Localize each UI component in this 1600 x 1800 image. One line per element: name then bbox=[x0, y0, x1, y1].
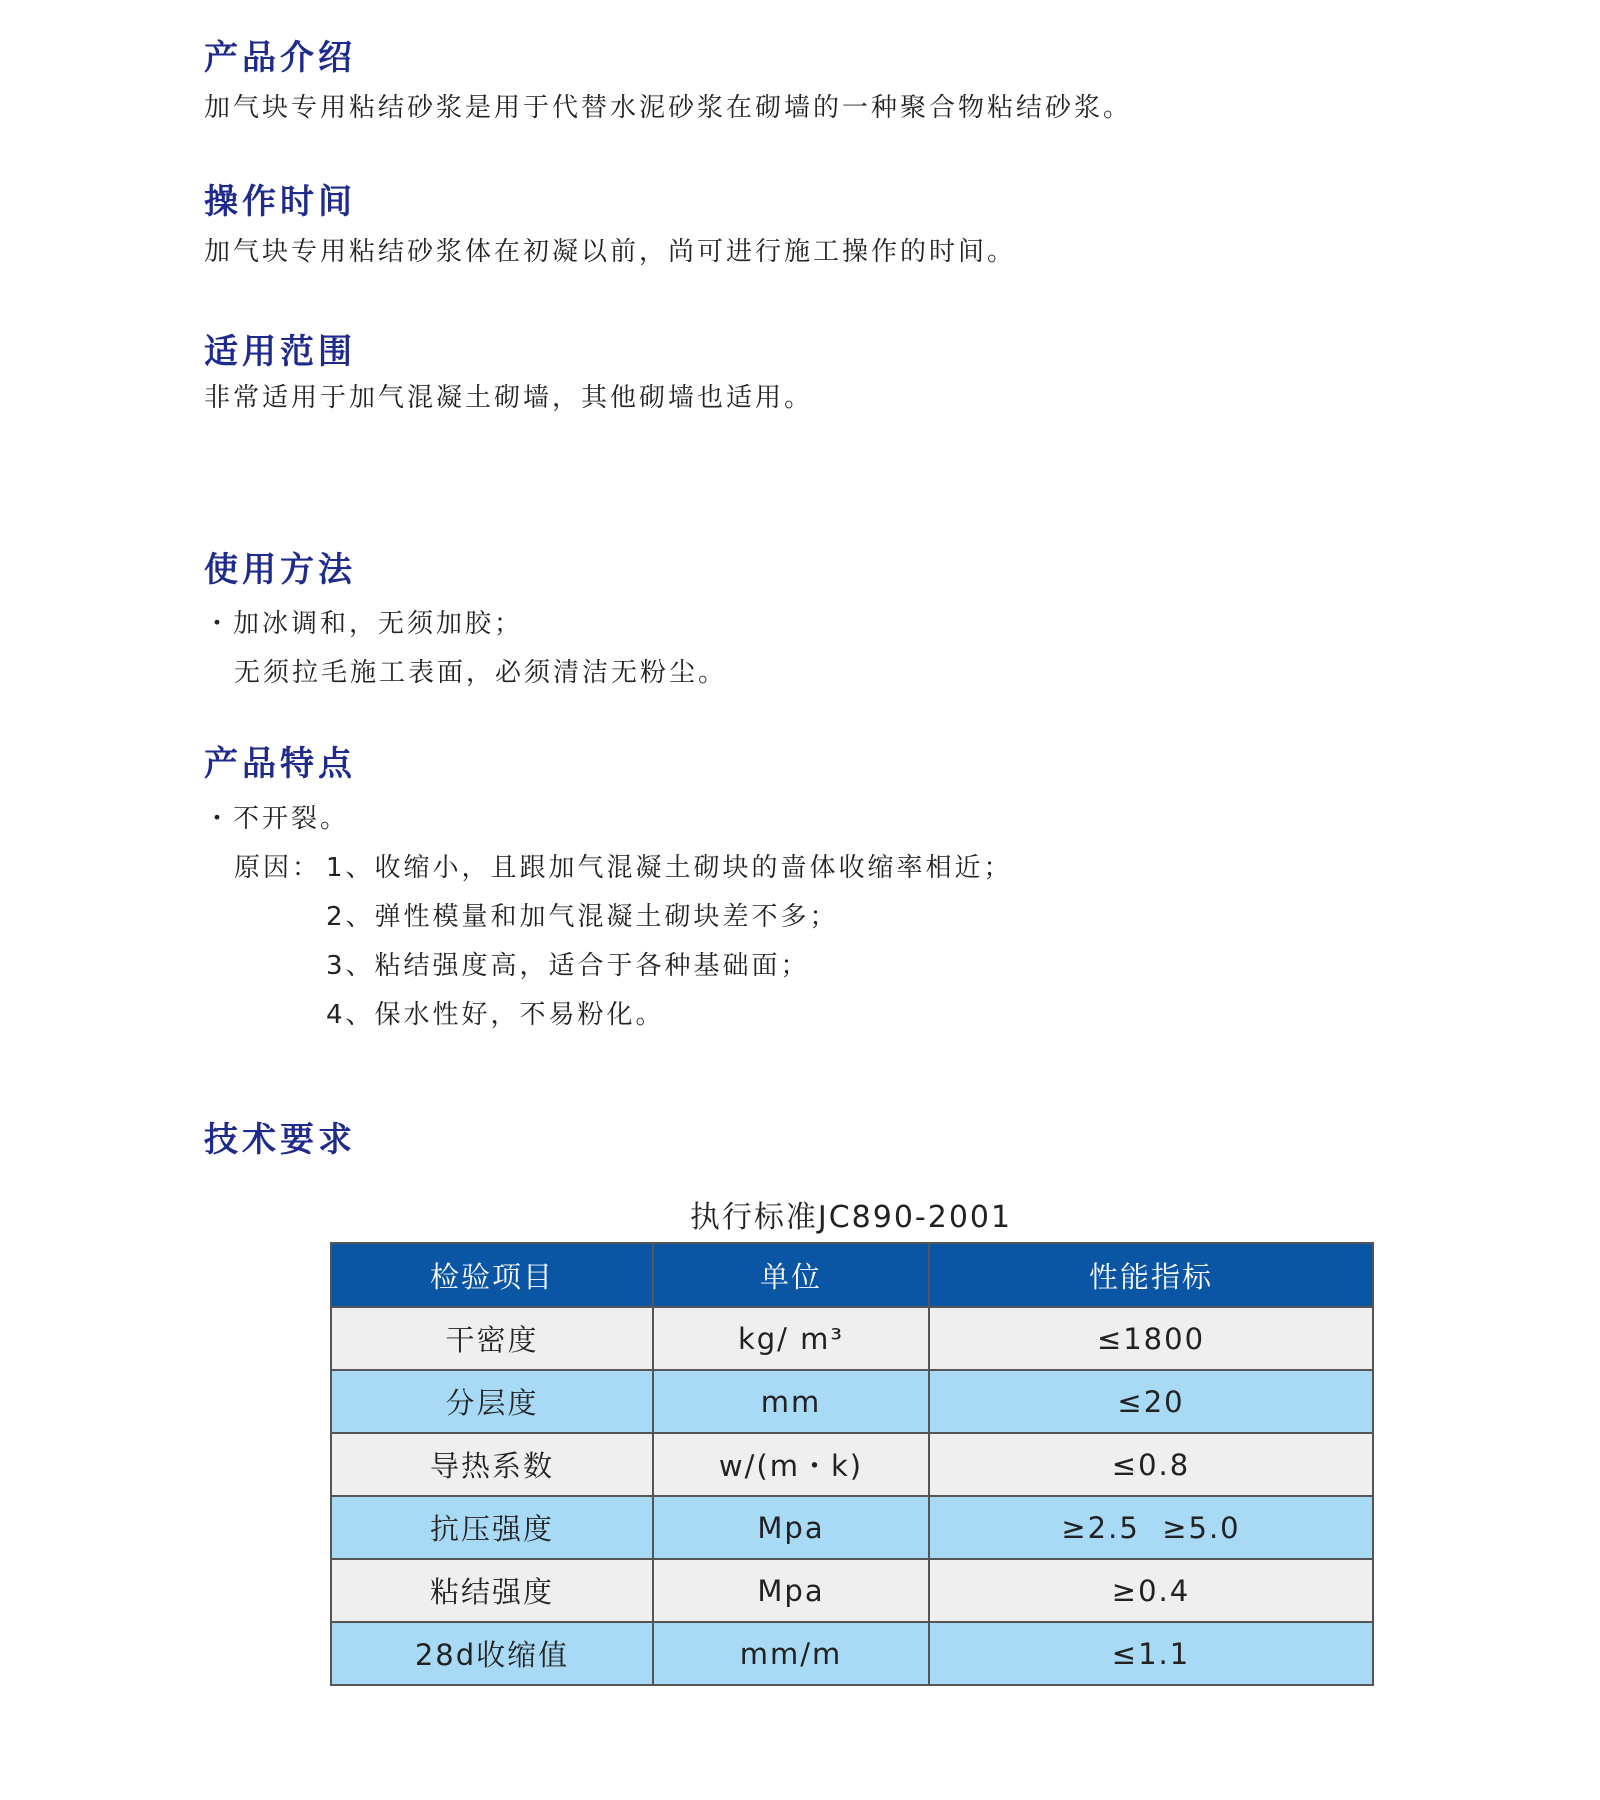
cell-unit: Mpa bbox=[653, 1559, 929, 1622]
scope-text: 非常适用于加气混凝土砌墙，其他砌墙也适用。 bbox=[204, 383, 814, 413]
table-header-row bbox=[331, 1243, 1373, 1307]
intro-text: 加气块专用粘结砂浆是用于代替水泥砂浆在砌墙的一种聚合物粘结砂浆。 bbox=[204, 93, 1133, 123]
tech-heading: 技术要求 bbox=[204, 1120, 356, 1160]
section-usage bbox=[204, 550, 356, 590]
scope-heading: 适用范围 bbox=[204, 332, 356, 372]
table-row bbox=[331, 1496, 1373, 1559]
section-features bbox=[204, 744, 356, 784]
features-line-1: ・不开裂。 bbox=[204, 804, 350, 834]
cell-item: 干密度 bbox=[331, 1307, 653, 1370]
usage-line-1: ・加冰调和，无须加胶； bbox=[204, 609, 524, 639]
section-tech bbox=[204, 1120, 356, 1160]
section-scope bbox=[204, 332, 813, 414]
header-item: 检验项目 bbox=[331, 1243, 653, 1307]
cell-value: ≤0.8 bbox=[929, 1433, 1373, 1496]
table-row bbox=[331, 1559, 1373, 1622]
features-heading: 产品特点 bbox=[204, 744, 356, 784]
cell-value: ≤1.1 bbox=[929, 1622, 1373, 1685]
table-row bbox=[331, 1370, 1373, 1433]
cell-item: 抗压强度 bbox=[331, 1496, 653, 1559]
table-row bbox=[331, 1433, 1373, 1496]
header-value: 性能指标 bbox=[929, 1243, 1373, 1307]
cell-item: 分层度 bbox=[331, 1370, 653, 1433]
header-unit: 单位 bbox=[653, 1243, 929, 1307]
cell-value: ≥0.4 bbox=[929, 1559, 1373, 1622]
cell-value: ≥2.5 ≥5.0 bbox=[929, 1496, 1373, 1559]
table-row bbox=[331, 1622, 1373, 1685]
features-reason-2: 2、弹性模量和加气混凝土砌块差不多； bbox=[326, 902, 839, 932]
standard-caption: 执行标准JC890-2001 bbox=[689, 1200, 1013, 1235]
usage-line-2: 无须拉毛施工表面，必须清洁无粉尘。 bbox=[234, 658, 728, 688]
cell-value: ≤20 bbox=[929, 1370, 1373, 1433]
cell-unit: w/(m・k) bbox=[653, 1433, 929, 1496]
usage-heading: 使用方法 bbox=[204, 550, 356, 590]
cell-unit: Mpa bbox=[653, 1496, 929, 1559]
cell-value: ≤1800 bbox=[929, 1307, 1373, 1370]
spec-table bbox=[330, 1242, 1374, 1686]
cell-unit: mm/m bbox=[653, 1622, 929, 1685]
cell-item: 导热系数 bbox=[331, 1433, 653, 1496]
section-operation-time bbox=[204, 182, 1016, 268]
intro-heading: 产品介绍 bbox=[204, 38, 356, 78]
table-row bbox=[331, 1307, 1373, 1370]
features-reason-prefix: 原因： bbox=[234, 853, 322, 883]
operation-time-heading: 操作时间 bbox=[204, 182, 356, 222]
features-reason-3: 3、粘结强度高，适合于各种基础面； bbox=[326, 951, 810, 981]
operation-time-text: 加气块专用粘结砂浆体在初凝以前，尚可进行施工操作的时间。 bbox=[204, 237, 1017, 267]
cell-unit: kg/ m³ bbox=[653, 1307, 929, 1370]
cell-unit: mm bbox=[653, 1370, 929, 1433]
features-reason-1: 1、收缩小，且跟加气混凝土砌块的啬体收缩率相近； bbox=[326, 853, 1013, 883]
cell-item: 28d收缩值 bbox=[331, 1622, 653, 1685]
features-reason-4: 4、保水性好，不易粉化。 bbox=[326, 1000, 665, 1030]
section-intro bbox=[204, 38, 1132, 124]
cell-item: 粘结强度 bbox=[331, 1559, 653, 1622]
